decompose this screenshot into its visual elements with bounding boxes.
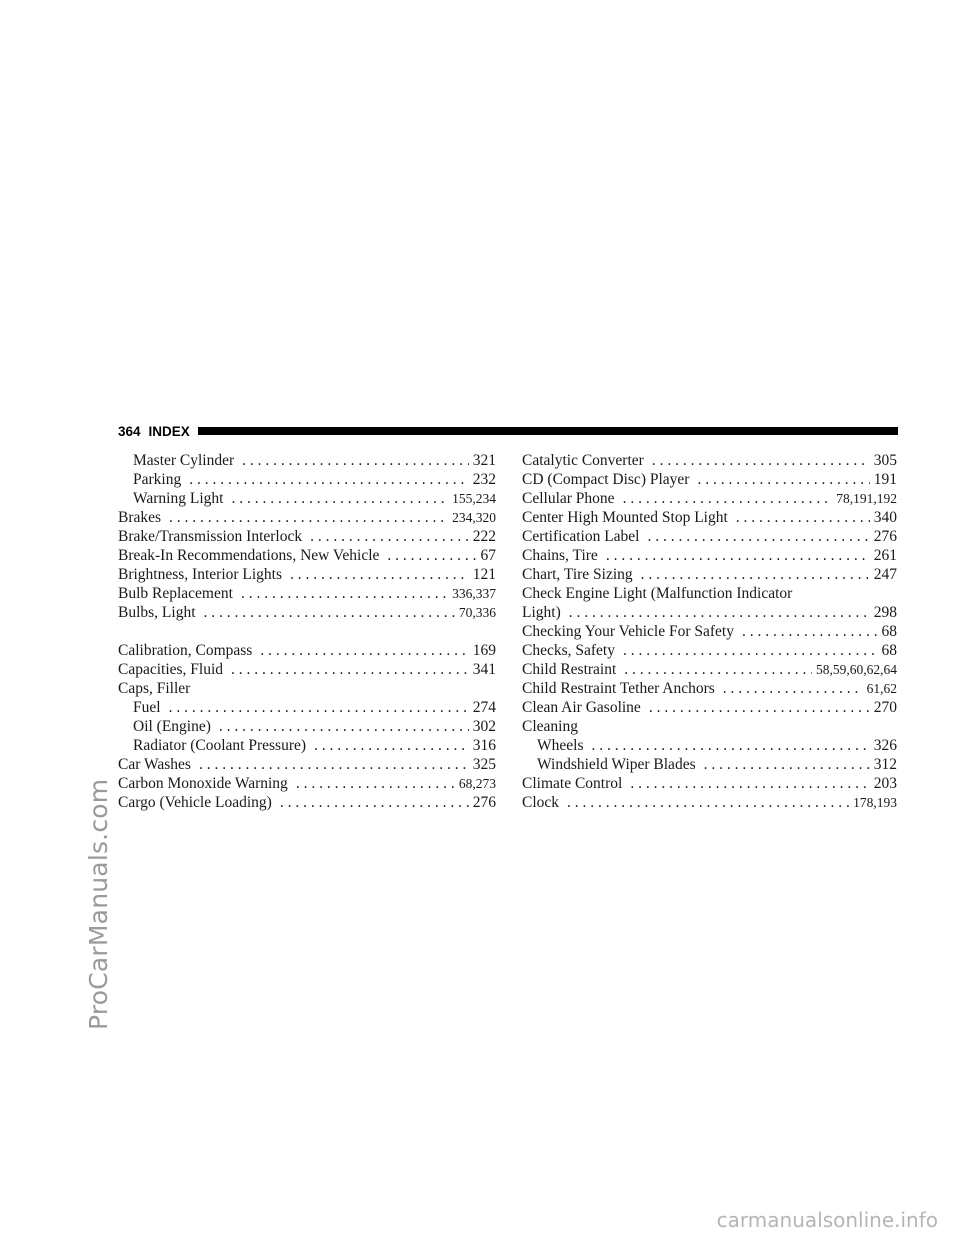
- index-entry: [522, 603, 897, 622]
- dot-leader: [623, 489, 833, 508]
- index-entry: [118, 641, 496, 660]
- index-entry: [118, 451, 496, 470]
- entry-label: Light): [522, 604, 561, 621]
- entry-page-ref: 61,62: [866, 681, 897, 696]
- index-entry: [522, 508, 897, 527]
- index-entry: [118, 774, 496, 793]
- dot-leader: [231, 660, 469, 679]
- entry-page-ref: 121: [472, 566, 496, 583]
- entry-page-ref: 276: [873, 528, 897, 545]
- entry-page-ref: 336,337: [452, 586, 496, 601]
- index-entry: [118, 584, 496, 603]
- dot-leader: [189, 470, 469, 489]
- dot-leader: [591, 736, 869, 755]
- dot-leader: [736, 508, 870, 527]
- dot-leader: [242, 451, 469, 470]
- dot-leader: [641, 565, 870, 584]
- index-entry: [522, 755, 897, 774]
- index-entry: [118, 660, 496, 679]
- entry-label: Fuel: [133, 699, 161, 716]
- dot-leader: [624, 660, 812, 679]
- entry-label: Certification Label: [522, 528, 640, 545]
- entry-page-ref: 340: [873, 509, 897, 526]
- entry-page-ref: 222: [472, 528, 496, 545]
- entry-label: Wheels: [537, 737, 584, 754]
- index-entry: [522, 622, 897, 641]
- index-entry: [522, 565, 897, 584]
- entry-label: Oil (Engine): [133, 718, 211, 735]
- index-entry: [522, 489, 897, 508]
- entry-page-ref: 274: [472, 699, 496, 716]
- dot-leader: [169, 698, 469, 717]
- entry-label: Windshield Wiper Blades: [537, 756, 696, 773]
- index-entry: [118, 698, 496, 717]
- dot-leader: [290, 565, 469, 584]
- entry-label: Checks, Safety: [522, 642, 615, 659]
- page-number: 364: [118, 423, 141, 439]
- dot-leader: [204, 603, 455, 622]
- dot-leader: [630, 774, 869, 793]
- dot-leader: [219, 717, 469, 736]
- entry-page-ref: 191: [873, 471, 897, 488]
- index-entry: [118, 527, 496, 546]
- side-watermark: ProCarManuals.com: [84, 778, 113, 1030]
- dot-leader: [648, 527, 870, 546]
- dot-leader: [742, 622, 878, 641]
- index-entry: [118, 489, 496, 508]
- entry-label: Parking: [133, 471, 182, 488]
- entry-label: Catalytic Converter: [522, 452, 644, 469]
- entry-label: CD (Compact Disc) Player: [522, 471, 690, 488]
- index-entry: [118, 755, 496, 774]
- entry-label: Calibration, Compass: [118, 642, 253, 659]
- entry-page-ref: 68: [881, 642, 897, 659]
- index-entry: [522, 660, 897, 679]
- entry-page-ref: 169: [472, 642, 496, 659]
- entry-label: Break-In Recommendations, New Vehicle: [118, 547, 380, 564]
- index-entry: [118, 736, 496, 755]
- dot-leader: [241, 584, 448, 603]
- entry-label: Clean Air Gasoline: [522, 699, 641, 716]
- entry-page-ref: 247: [873, 566, 897, 583]
- index-heading: Cleaning: [522, 718, 578, 735]
- dot-leader: [723, 679, 863, 698]
- entry-label: Brake/Transmission Interlock: [118, 528, 303, 545]
- entry-page-ref: 203: [873, 775, 897, 792]
- entry-page-ref: 312: [873, 756, 897, 773]
- entry-label: Center High Mounted Stop Light: [522, 509, 728, 526]
- index-column-right: [522, 451, 897, 812]
- entry-page-ref: 232: [472, 471, 496, 488]
- entry-page-ref: 326: [873, 737, 897, 754]
- entry-label: Warning Light: [133, 490, 224, 507]
- entry-page-ref: 261: [873, 547, 897, 564]
- entry-label: Master Cylinder: [133, 452, 235, 469]
- entry-label: Brakes: [118, 509, 162, 526]
- entry-label: Brightness, Interior Lights: [118, 566, 283, 583]
- dot-leader: [606, 546, 870, 565]
- dot-leader: [387, 546, 476, 565]
- index-entry: [522, 641, 897, 660]
- entry-page-ref: 270: [873, 699, 897, 716]
- dot-leader: [649, 698, 870, 717]
- index-entry: [118, 565, 496, 584]
- index-entry: [118, 603, 496, 622]
- dot-leader: [296, 774, 455, 793]
- dot-leader: [169, 508, 448, 527]
- entry-page-ref: 155,234: [452, 491, 496, 506]
- index-heading: Check Engine Light (Malfunction Indicator: [522, 585, 793, 602]
- index-entry: [522, 546, 897, 565]
- entry-label: Chart, Tire Sizing: [522, 566, 633, 583]
- entry-label: Clock: [522, 794, 560, 811]
- entry-page-ref: 68: [881, 623, 897, 640]
- entry-label: Car Washes: [118, 756, 191, 773]
- index-entry: [522, 698, 897, 717]
- entry-page-ref: 305: [873, 452, 897, 469]
- entry-page-ref: 325: [472, 756, 496, 773]
- index-entry: [118, 793, 496, 812]
- entry-page-ref: 70,336: [458, 605, 496, 620]
- entry-page-ref: 68,273: [458, 776, 496, 791]
- entry-page-ref: 276: [472, 794, 496, 811]
- entry-label: Cellular Phone: [522, 490, 615, 507]
- entry-page-ref: 58,59,60,62,64: [816, 662, 897, 677]
- index-entry: [522, 679, 897, 698]
- entry-label: Bulb Replacement: [118, 585, 233, 602]
- index-entry: [118, 470, 496, 489]
- entry-page-ref: 234,320: [452, 510, 496, 525]
- entry-label: Climate Control: [522, 775, 623, 792]
- entry-page-ref: 67: [480, 547, 496, 564]
- index-entry: [118, 508, 496, 527]
- dot-leader: [280, 793, 469, 812]
- index-entry: [522, 774, 897, 793]
- index-entry: [522, 527, 897, 546]
- entry-label: Radiator (Coolant Pressure): [133, 737, 307, 754]
- index-column-left: [118, 451, 496, 812]
- entry-page-ref: 78,191,192: [836, 491, 897, 506]
- dot-leader: [623, 641, 878, 660]
- index-entry: [118, 546, 496, 565]
- bottom-watermark: carmanualsonline.info: [716, 1208, 938, 1232]
- index-entry: [522, 793, 897, 812]
- entry-label: Capacities, Fluid: [118, 661, 224, 678]
- entry-label: Child Restraint Tether Anchors: [522, 680, 715, 697]
- entry-label: Cargo (Vehicle Loading): [118, 794, 272, 811]
- index-entry: [522, 451, 897, 470]
- entry-label: Chains, Tire: [522, 547, 598, 564]
- index-heading: Caps, Filler: [118, 680, 191, 697]
- entry-gap: [118, 622, 496, 641]
- entry-page-ref: 178,193: [853, 795, 897, 810]
- entry-page-ref: 302: [472, 718, 496, 735]
- dot-leader: [567, 793, 849, 812]
- entry-label: Child Restraint: [522, 661, 617, 678]
- entry-label: Bulbs, Light: [118, 604, 196, 621]
- entry-page-ref: 316: [472, 737, 496, 754]
- dot-leader: [314, 736, 469, 755]
- header-rule: [198, 427, 898, 435]
- index-entry: [522, 470, 897, 489]
- dot-leader: [652, 451, 870, 470]
- entry-page-ref: 341: [472, 661, 496, 678]
- index-entry: [118, 717, 496, 736]
- dot-leader: [310, 527, 469, 546]
- entry-page-ref: 321: [472, 452, 496, 469]
- dot-leader: [704, 755, 870, 774]
- dot-leader: [569, 603, 870, 622]
- dot-leader: [231, 489, 448, 508]
- entry-label: Carbon Monoxide Warning: [118, 775, 288, 792]
- page-title: INDEX: [148, 423, 190, 439]
- entry-label: Checking Your Vehicle For Safety: [522, 623, 734, 640]
- dot-leader: [697, 470, 869, 489]
- dot-leader: [199, 755, 469, 774]
- entry-page-ref: 298: [873, 604, 897, 621]
- page-header: [118, 422, 898, 440]
- dot-leader: [260, 641, 468, 660]
- index-entry: [522, 736, 897, 755]
